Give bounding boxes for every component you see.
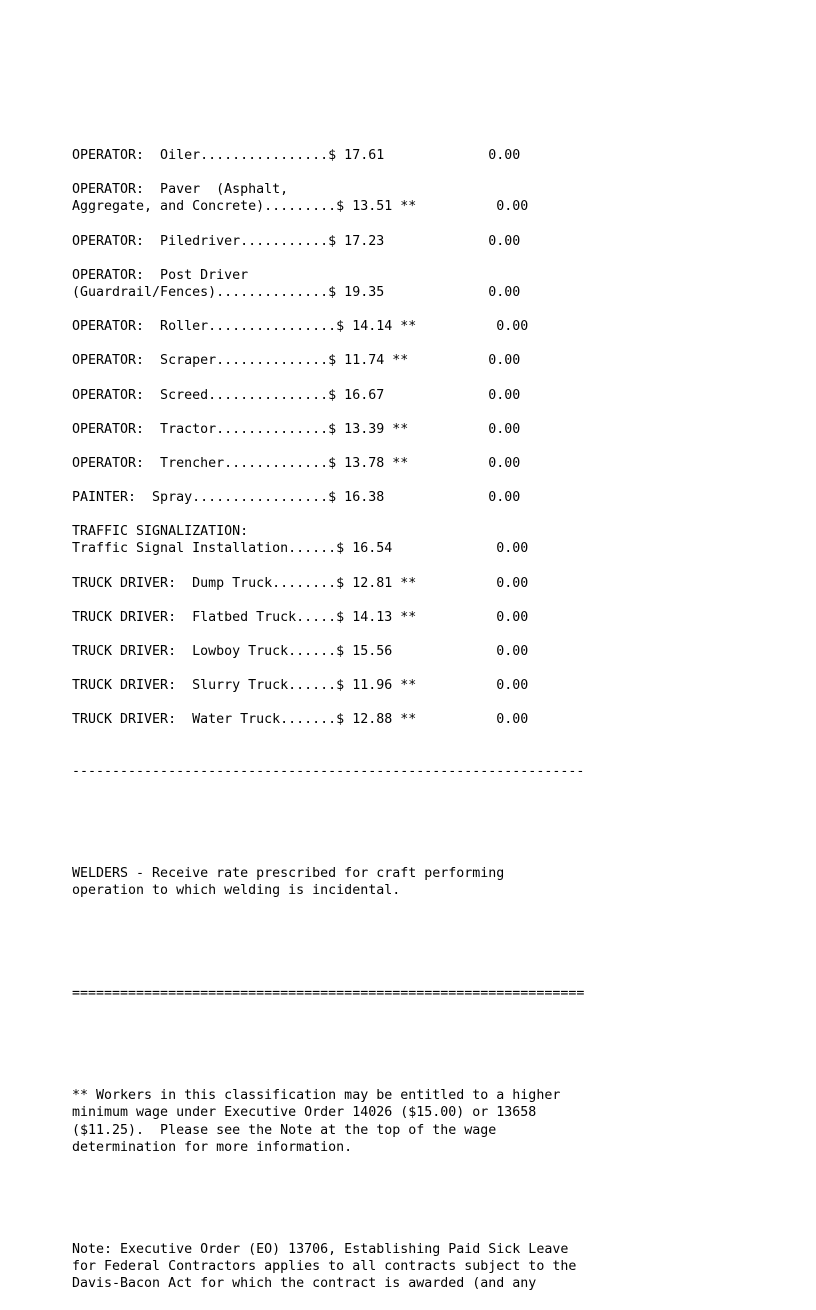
equals-rule: ================================================================ — [72, 985, 585, 1001]
classification-row — [72, 233, 752, 250]
classification-line: TRUCK DRIVER: Dump Truck........$ 12.81 ** 0.00 — [72, 575, 529, 591]
dash-rule: ---------------------------------------------------------------- — [72, 763, 585, 779]
eo-note-line: Note: Executive Order (EO) 13706, Establishing Paid Sick Leave — [72, 1242, 569, 1258]
classification-line: TRUCK DRIVER: Slurry Truck......$ 11.96 ** 0.00 — [72, 678, 529, 694]
classification-row — [72, 181, 752, 215]
classification-row — [72, 318, 752, 335]
classification-line: Aggregate, and Concrete).........$ 13.51 ** 0.00 — [72, 199, 529, 215]
classification-line: TRUCK DRIVER: Water Truck.......$ 12.88 ** 0.00 — [72, 712, 529, 728]
classification-row — [72, 267, 752, 301]
eo-note-line: for Federal Contractors applies to all contracts subject to the — [72, 1259, 577, 1275]
classification-line: OPERATOR: Scraper..............$ 11.74 ** 0.00 — [72, 353, 521, 369]
classification-line: OPERATOR: Roller................$ 14.14 ** 0.00 — [72, 319, 529, 335]
classification-line: PAINTER: Spray.................$ 16.38 0.00 — [72, 490, 521, 506]
classification-line: TRUCK DRIVER: Lowboy Truck......$ 15.56 0.00 — [72, 643, 529, 659]
welders-note-line: WELDERS - Receive rate prescribed for craft performing — [72, 866, 505, 882]
eo-note-line: Davis-Bacon Act for which the contract is awarded (and any — [72, 1276, 537, 1292]
classification-line: TRUCK DRIVER: Flatbed Truck.....$ 14.13 ** 0.00 — [72, 609, 529, 625]
welders-note-line: operation to which welding is incidental. — [72, 883, 401, 899]
classification-row — [72, 352, 752, 369]
classification-line: OPERATOR: Oiler................$ 17.61 0.00 — [72, 148, 521, 164]
executive-order-footnote — [72, 1087, 752, 1155]
classification-line: Traffic Signal Installation......$ 16.54 0.00 — [72, 541, 529, 557]
classification-line: TRAFFIC SIGNALIZATION: — [72, 524, 249, 540]
classification-line: OPERATOR: Tractor..............$ 13.39 ** 0.00 — [72, 421, 521, 437]
classification-row — [72, 643, 752, 660]
footnote-line: ($11.25). Please see the Note at the top of the wage — [72, 1122, 497, 1138]
classification-line: (Guardrail/Fences)..............$ 19.35 0.00 — [72, 284, 521, 300]
classification-row — [72, 147, 752, 164]
welders-note — [72, 865, 752, 899]
classification-line: OPERATOR: Piledriver...........$ 17.23 0.00 — [72, 233, 521, 249]
wage-determination-page — [72, 113, 752, 1310]
classification-line: OPERATOR: Screed...............$ 16.67 0.00 — [72, 387, 521, 403]
classification-row — [72, 455, 752, 472]
classification-row — [72, 609, 752, 626]
classification-line: OPERATOR: Paver (Asphalt, — [72, 182, 289, 198]
classification-row — [72, 421, 752, 438]
classification-row — [72, 677, 752, 694]
classification-row — [72, 387, 752, 404]
classification-line: OPERATOR: Post Driver — [72, 267, 249, 283]
paid-sick-leave-note — [72, 1241, 752, 1292]
footnote-line: minimum wage under Executive Order 14026 ($15.00) or 13658 — [72, 1105, 537, 1121]
classification-line: OPERATOR: Trencher.............$ 13.78 ** 0.00 — [72, 455, 521, 471]
footnote-line: ** Workers in this classification may be entitled to a higher — [72, 1088, 561, 1104]
classification-list — [72, 147, 752, 728]
classification-row — [72, 523, 752, 557]
classification-row — [72, 575, 752, 592]
footnote-line: determination for more information. — [72, 1139, 353, 1155]
classification-row — [72, 489, 752, 506]
classification-row — [72, 711, 752, 728]
